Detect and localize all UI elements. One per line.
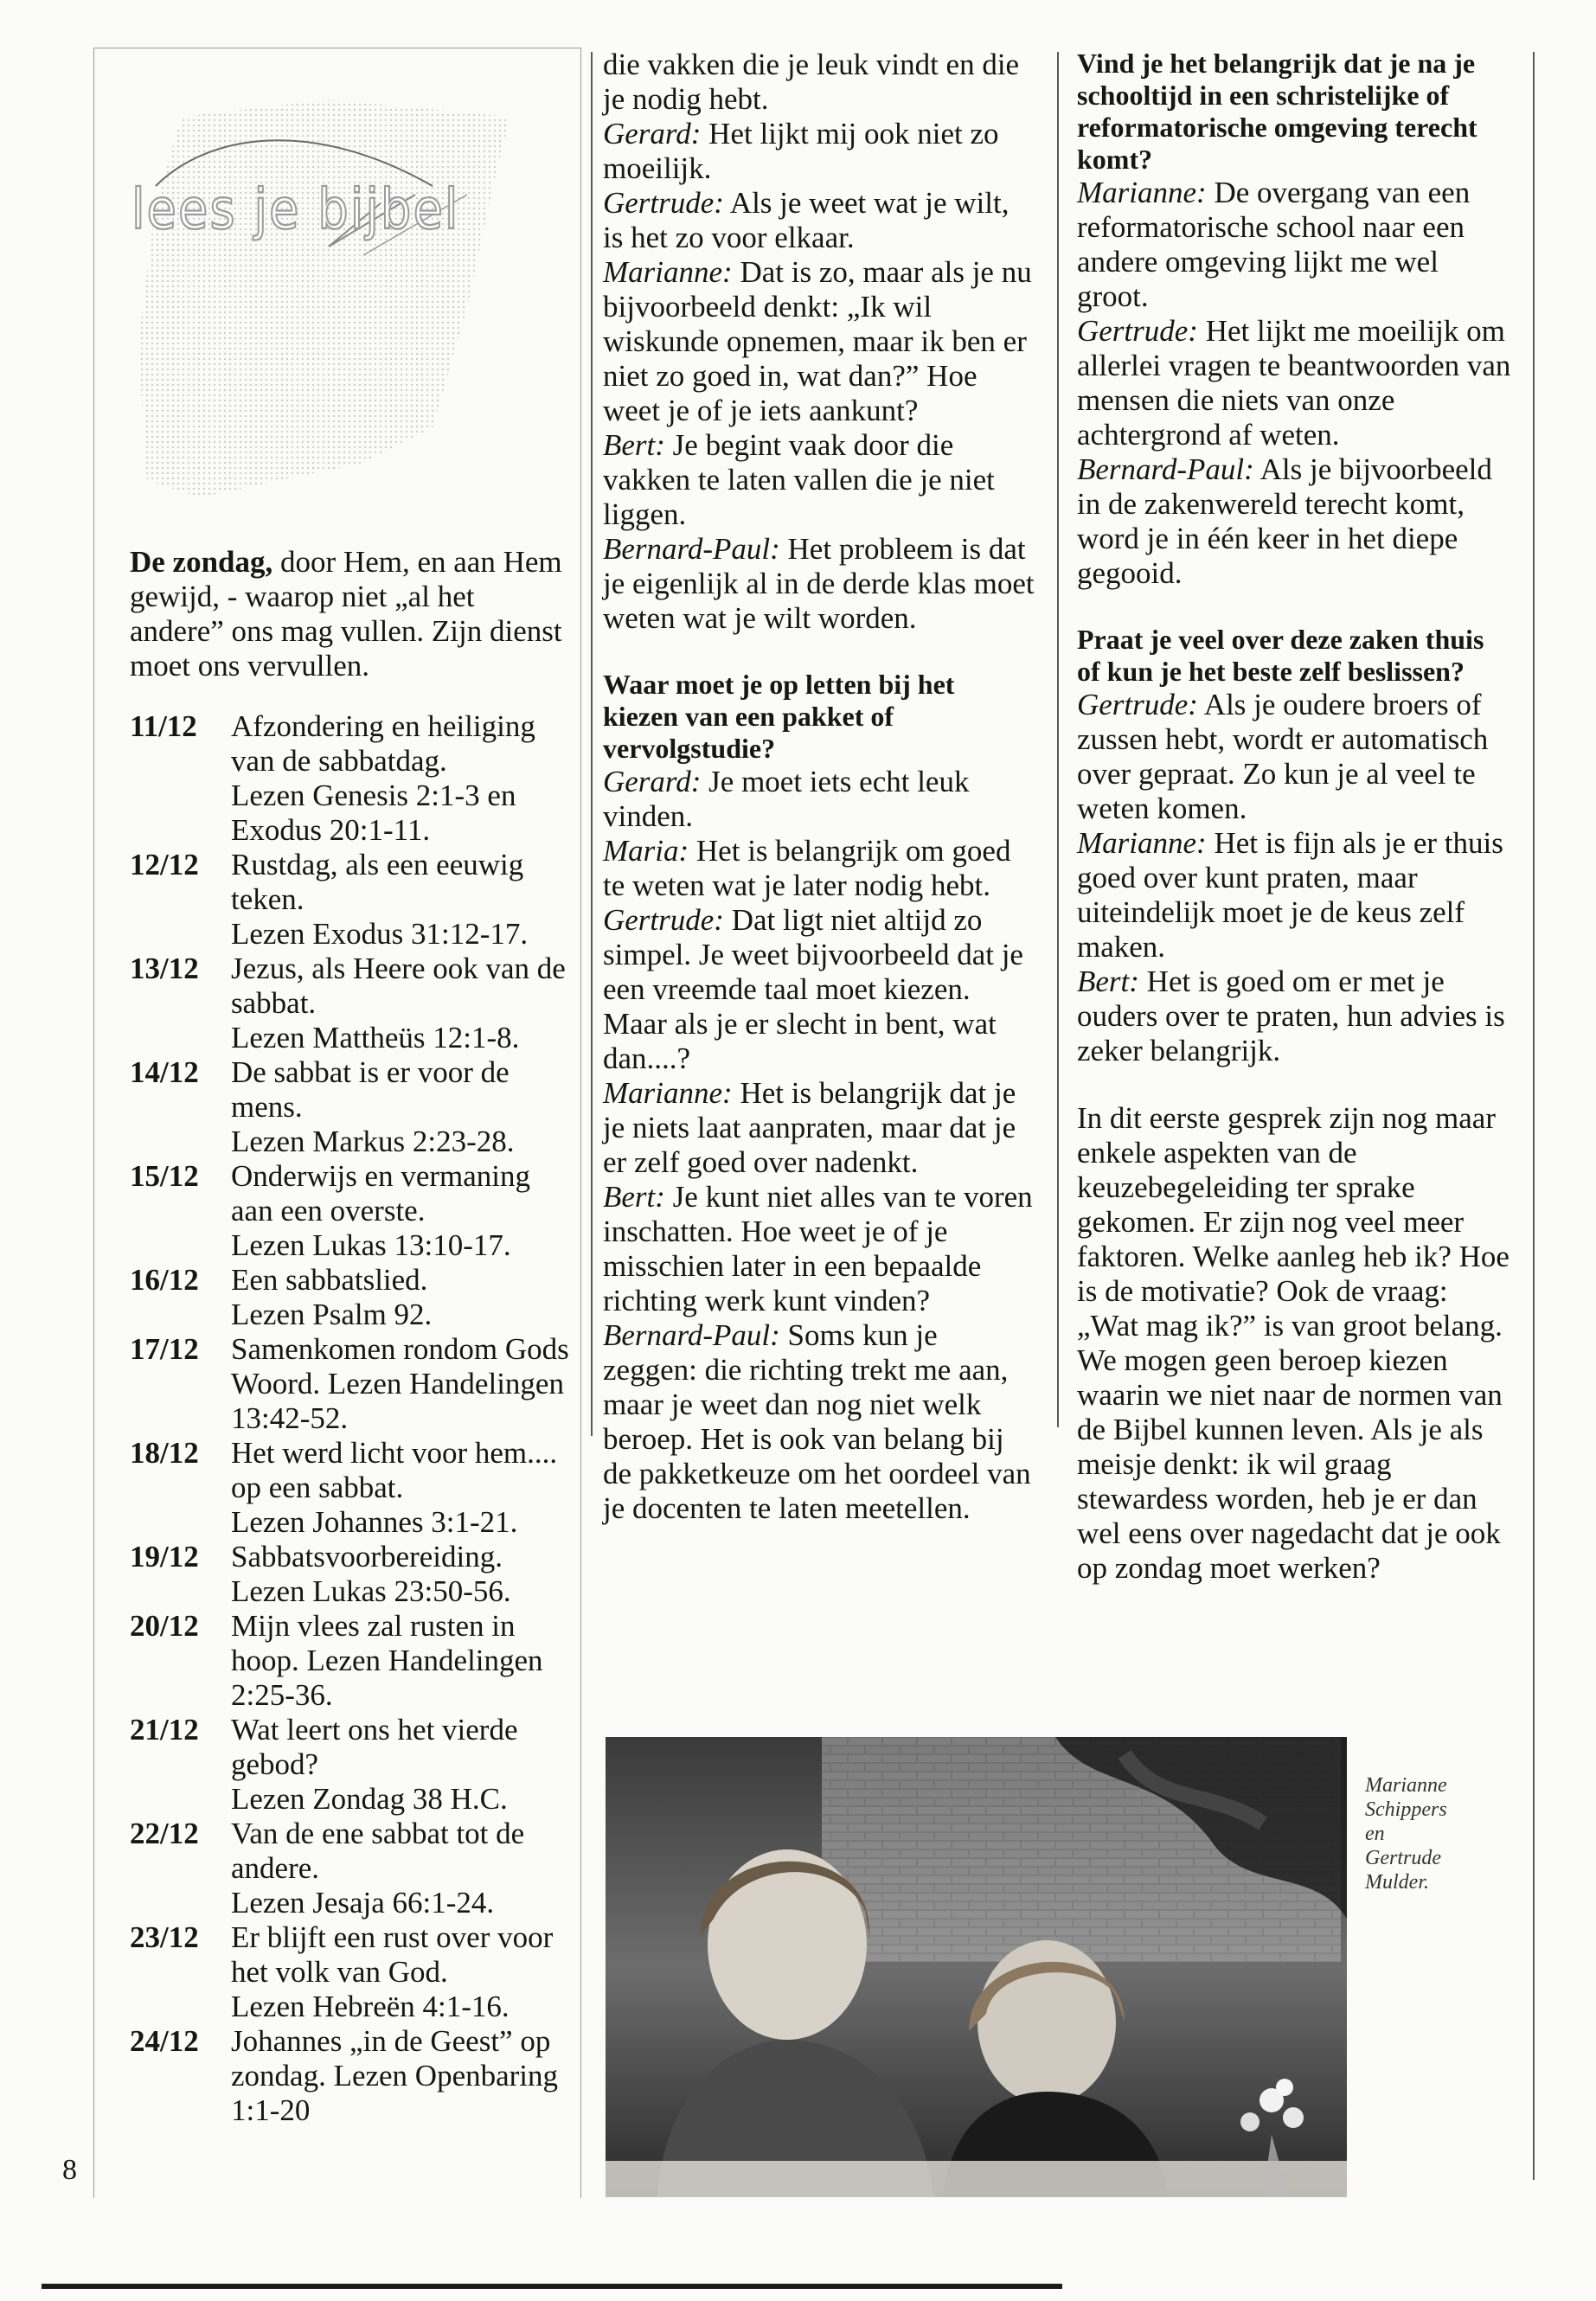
reading-title: Samenkomen rondom Gods Woord. Lezen Handelingen 13:42-52. — [231, 1332, 569, 1435]
speaker: Marianne: — [1077, 826, 1207, 860]
speech: Het lijkt mij ook niet zo moeilijk. — [603, 117, 999, 185]
paragraph — [603, 532, 1035, 636]
speech: Soms kun je zeggen: die richting trekt me aan, maar je weet dan nog niet welk beroep. Het is ook van belang bij de pakketkeuze om het oordeel van je docenten te laten meetellen. — [603, 1318, 1031, 1525]
reading-entry — [130, 709, 571, 848]
intro-lead: De zondag, — [130, 545, 273, 579]
speaker: Gertrude: — [603, 903, 724, 937]
reading-date: 12/12 — [130, 848, 199, 881]
page-number: 8 — [62, 2154, 77, 2186]
speaker: Bert: — [603, 428, 665, 462]
interview-question: Praat je veel over deze zaken thuis of kun je het beste zelf beslissen? — [1077, 624, 1484, 687]
reading-ref: Lezen Zondag 38 H.C. — [231, 1782, 508, 1816]
reading-ref: Lezen Hebreën 4:1-16. — [231, 1990, 510, 2023]
reading-title: Afzondering en heiliging van de sabbatdag. — [231, 709, 535, 778]
speech: Het is belangrijk om goed te weten wat je later nodig hebt. — [603, 834, 1011, 902]
speaker: Bert: — [1077, 965, 1139, 998]
reading-date: 13/12 — [130, 952, 199, 985]
reading-date: 19/12 — [130, 1540, 199, 1574]
speaker: Bert: — [603, 1180, 665, 1214]
paragraph — [1077, 965, 1514, 1068]
reading-entry — [130, 1609, 571, 1713]
reading-entry — [130, 848, 571, 952]
reading-title: Het werd licht voor hem.... op een sabbat. — [231, 1436, 558, 1504]
speech: Je kunt niet alles van te voren inschatten. Hoe weet je of je misschien later in een bepaalde richting werk kunt vinden? — [603, 1180, 1033, 1317]
interview-question: Waar moet je op letten bij het kiezen van een pakket of vervolgstudie? — [603, 669, 955, 764]
speech: Je moet iets echt leuk vinden. — [603, 765, 970, 833]
reading-entry — [130, 1713, 571, 1817]
reading-ref: Lezen Mattheüs 12:1-8. — [231, 1021, 520, 1054]
paragraph — [603, 903, 1035, 1076]
caption-line: en — [1365, 1823, 1385, 1845]
reading-title: Van de ene sabbat tot de andere. — [231, 1817, 525, 1885]
speech: Het is goed om er met je ouders over te praten, hun advies is zeker belangrijk. — [1077, 965, 1505, 1067]
paragraph — [1077, 826, 1514, 965]
speech: Je begint vaak door die vakken te laten vallen die je niet liggen. — [603, 428, 995, 531]
reading-ref: Lezen Exodus 31:12-17. — [231, 917, 529, 951]
paragraph — [1077, 688, 1514, 826]
column-rule — [1057, 52, 1059, 1427]
reading-ref: Lezen Lukas 23:50-56. — [231, 1574, 511, 1608]
speech: Het is fijn als je er thuis goed over kunt praten, maar uiteindelijk moet je de keus zelf maken. — [1077, 826, 1503, 964]
bottom-rule — [42, 2284, 1062, 2289]
speaker: Gerard: — [603, 765, 702, 798]
speech: Het lijkt me moeilijk om allerlei vragen te beantwoorden van mensen die niets van onze achtergrond af weten. — [1077, 314, 1511, 452]
reading-title: Mijn vlees zal rusten in hoop. Lezen Handelingen 2:25-36. — [231, 1609, 543, 1712]
reading-title: Sabbatsvoorbereiding. — [231, 1540, 503, 1574]
reading-ref: Lezen Jesaja 66:1-24. — [231, 1886, 495, 1920]
speech: Dat ligt niet altijd zo simpel. Je weet bijvoorbeeld dat je een vreemde taal moet kiezen. Maar als je er slecht in bent, wat dan....? — [603, 903, 1023, 1075]
reading-date: 21/12 — [130, 1713, 199, 1747]
speaker: Bernard-Paul: — [1077, 452, 1254, 486]
reading-date: 18/12 — [130, 1436, 199, 1470]
closing-paragraph: In dit eerste gesprek zijn nog maar enkele aspekten van de keuzebegeleiding ter sprake gekomen. Er zijn nog veel meer faktoren. Welke aanleg heb ik? Hoe is de motivatie? Ook de vraag: „Wat mag ik?” is van groot belang. We mogen geen beroep kiezen waarin we niet naar de normen van de Bijbel kunnen leven. Als je als meisje denkt: ik wil graag stewardess worden, heb je er dan wel eens over nagedacht dat je ook op zondag moet werken? — [1077, 1101, 1509, 1585]
reading-date: 17/12 — [130, 1332, 199, 1366]
reading-date: 24/12 — [130, 2024, 199, 2058]
reading-entry — [130, 1817, 571, 1920]
speaker: Marianne: — [603, 1076, 733, 1110]
reading-date: 11/12 — [130, 709, 197, 743]
speaker: Marianne: — [1077, 176, 1207, 209]
paragraph — [603, 186, 1035, 255]
paragraph — [1077, 452, 1514, 591]
caption-line: Gertrude — [1365, 1847, 1441, 1869]
speech: Als je weet wat je wilt, is het zo voor elkaar. — [603, 186, 1010, 254]
paragraph — [603, 765, 1035, 834]
intro-body: door Hem, en aan Hem gewijd, - waarop niet „al het andere” ons mag vullen. Zijn dienst moet ons vervullen. — [130, 545, 562, 683]
paragraph — [603, 1180, 1035, 1318]
column-rule — [1533, 52, 1535, 2180]
speaker: Gerard: — [603, 117, 702, 151]
reading-title: Rustdag, als een eeuwig teken. — [231, 848, 524, 916]
reading-title: Onderwijs en vermaning aan een overste. — [231, 1159, 531, 1227]
paragraph — [603, 255, 1035, 428]
intro-text — [130, 545, 562, 683]
reading-entry — [130, 952, 571, 1055]
reading-title: Een sabbatslied. — [231, 1263, 428, 1297]
photo-caption — [1365, 1773, 1460, 1894]
reading-date: 23/12 — [130, 1920, 199, 1954]
reading-title: Wat leert ons het vierde gebod? — [231, 1713, 518, 1781]
caption-line: Marianne — [1365, 1774, 1447, 1797]
speaker: Gertrude: — [1077, 688, 1198, 721]
reading-entry — [130, 1263, 571, 1332]
reading-ref: Lezen Markus 2:23-28. — [231, 1125, 515, 1158]
paragraph — [603, 834, 1035, 903]
reading-entry — [130, 2024, 571, 2128]
interview-question: Vind je het belangrijk dat je na je schooltijd in een schristelijke of reformatorische omgeving terecht komt? — [1077, 48, 1477, 175]
interview-column-2 — [603, 48, 1035, 1526]
caption-line: Schippers — [1365, 1798, 1447, 1821]
reading-title: Jezus, als Heere ook van de sabbat. — [231, 952, 566, 1020]
speaker: Marianne: — [603, 255, 733, 289]
speech: Als je bijvoorbeeld in de zakenwereld terecht komt, word je in één keer in het diepe gegooid. — [1077, 452, 1492, 590]
paragraph — [1077, 314, 1514, 452]
reading-entry — [130, 1055, 571, 1159]
reading-date: 15/12 — [130, 1159, 199, 1193]
lees-je-bijbel-logo — [104, 82, 571, 532]
reading-ref: Lezen Lukas 13:10-17. — [231, 1228, 511, 1262]
reading-entry — [130, 1332, 571, 1436]
column-rule — [591, 52, 593, 1436]
speech: Het probleem is dat je eigenlijk al in de derde klas moet weten wat je wilt worden. — [603, 532, 1035, 635]
speech: Als je oudere broers of zussen hebt, wordt er automatisch over gepraat. Zo kun je al veel te weten komen. — [1077, 688, 1489, 825]
reading-entry — [130, 1540, 571, 1609]
paragraph — [603, 428, 1035, 532]
speaker: Maria: — [603, 834, 689, 868]
caption-line: Mulder. — [1365, 1871, 1429, 1894]
reading-ref: Lezen Psalm 92. — [231, 1298, 433, 1331]
speech: De overgang van een reformatorische school naar een andere omgeving lijkt me wel groot. — [1077, 176, 1471, 313]
reading-title: De sabbat is er voor de mens. — [231, 1055, 510, 1124]
speaker: Bernard-Paul: — [603, 532, 780, 566]
reading-title: Er blijft een rust over voor het volk van God. — [231, 1920, 554, 1989]
reading-ref: Lezen Genesis 2:1-3 en Exodus 20:1-11. — [231, 779, 516, 847]
reading-title: Johannes „in de Geest” op zondag. Lezen Openbaring 1:1-20 — [231, 2024, 559, 2127]
speech: Dat is zo, maar als je nu bijvoorbeeld denkt: „Ik wil wiskunde opnemen, maar ik ben er niet zo goed in, wat dan?” Hoe weet je of je iets aankunt? — [603, 255, 1032, 427]
paragraph — [603, 1076, 1035, 1180]
reading-date: 16/12 — [130, 1263, 199, 1297]
reading-ref: Lezen Johannes 3:1-21. — [231, 1505, 518, 1539]
speaker: Gertrude: — [603, 186, 724, 220]
reading-date: 20/12 — [130, 1609, 199, 1643]
reading-date: 14/12 — [130, 1055, 199, 1089]
paragraph — [603, 117, 1035, 186]
paragraph — [1077, 176, 1514, 314]
photo-students — [606, 1737, 1347, 2197]
logo-text: lees je bijbel — [131, 177, 460, 242]
interview-column-3 — [1077, 48, 1514, 1586]
reading-entry — [130, 1436, 571, 1540]
reading-entry — [130, 1159, 571, 1263]
speaker: Bernard-Paul: — [603, 1318, 780, 1352]
paragraph — [603, 1318, 1035, 1526]
reading-list — [130, 709, 571, 2128]
paragraph: die vakken die je leuk vindt en die je nodig hebt. — [603, 48, 1020, 116]
reading-entry — [130, 1920, 571, 2024]
speech: Het is belangrijk dat je je niets laat aanpraten, maar dat je er zelf goed over nadenkt. — [603, 1076, 1016, 1179]
reading-date: 22/12 — [130, 1817, 199, 1850]
speaker: Gertrude: — [1077, 314, 1198, 348]
